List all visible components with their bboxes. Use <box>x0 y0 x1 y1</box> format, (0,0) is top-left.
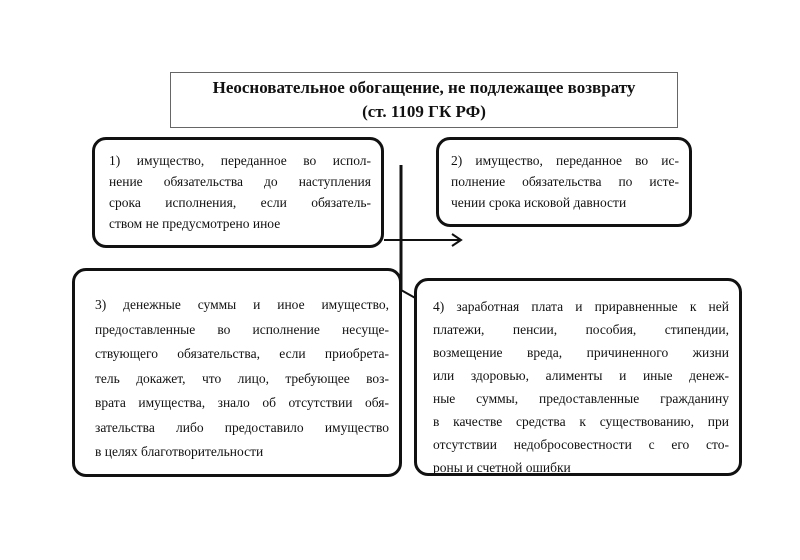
title-line-2: (ст. 1109 ГК РФ) <box>362 102 486 121</box>
box-4-line: или здоровью, алименты и иные денеж- <box>433 368 729 383</box>
box-4-line: ные суммы, предоставленные гражданину <box>433 391 729 406</box>
box-3-line: предоставленные во исполнение несуще- <box>95 321 389 337</box>
box-3-line: врата имущества, знало об отсутствии обя- <box>95 395 389 410</box>
box-2-line: полнение обязательства по исте- <box>451 174 679 189</box>
box-4-line: 4) заработная плата и приравненные к ней <box>433 299 729 314</box>
box-2 <box>436 137 692 227</box>
box-4 <box>414 278 742 476</box>
box-3 <box>72 268 402 477</box>
box-4-line: возмещение вреда, причиненного жизни <box>433 345 729 360</box>
box-3-line: в целях благотворительности <box>95 444 264 459</box>
box-1-line: ством не предусмотрено иное <box>109 216 281 231</box>
box-2-line: 2) имущество, переданное во ис- <box>451 153 679 168</box>
box-1-line: срока исполнения, если обязатель- <box>109 195 371 210</box>
box-3-line: тель докажет, что лицо, требующее воз- <box>95 370 389 386</box>
box-4-line: роны и счетной ошибки <box>433 460 571 475</box>
box-3-line: 3) денежные суммы и иное имущество, <box>95 297 389 312</box>
box-4-line: отсутствии недобросовестности с его сто- <box>433 437 729 452</box>
box-1 <box>92 137 384 248</box>
box-2-line: чении срока исковой давности <box>451 195 627 210</box>
box-1-line: 1) имущество, переданное во испол- <box>109 153 371 168</box>
box-3-line: ствующего обязательства, если приобрета- <box>95 346 389 361</box>
box-1-line: нение обязательства до наступления <box>109 174 371 189</box>
box-4-line: в качестве средства к существованию, при <box>433 414 729 429</box>
box-4-line: платежи, пенсии, пособия, стипендии, <box>433 322 729 337</box>
box-3-line: зательства либо предоставило имущество <box>95 419 389 435</box>
title-line-1: Неосновательное обогащение, не подлежащее возврату <box>212 78 636 97</box>
